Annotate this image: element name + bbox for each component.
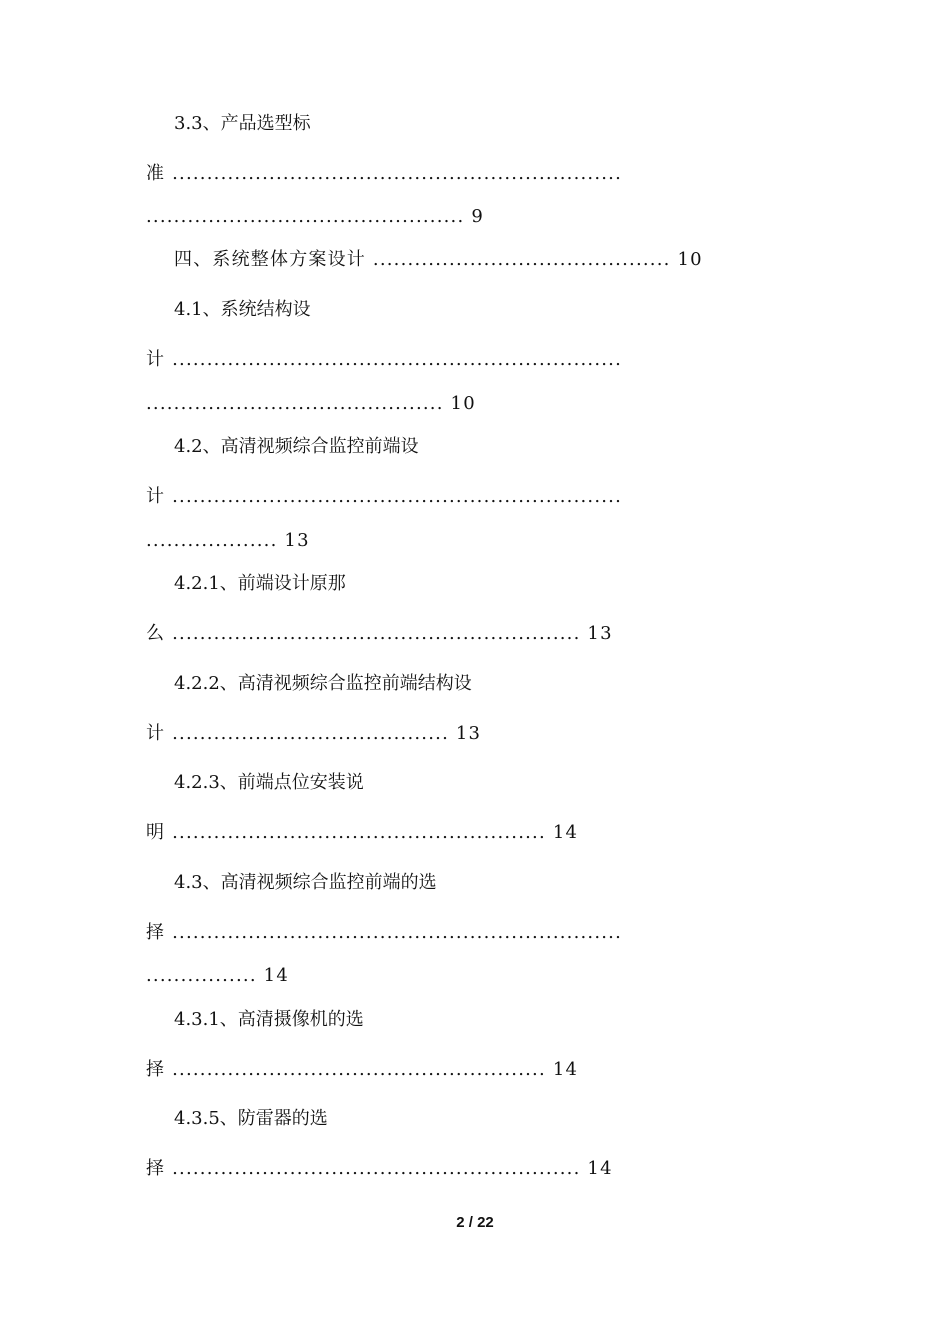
toc-entry-4-3-5-title: 4.3.5、防雷器的选: [174, 1108, 328, 1129]
toc-entry-4-3-5-leader: 择 ........................................................... 14: [146, 1158, 613, 1179]
toc-entry-3-3-title: 3.3、产品选型标: [174, 113, 311, 134]
toc-entry-3-3-leader-1: 准 .................................................................: [146, 163, 623, 184]
toc-entry-3-3-leader-2: .............................................. 9: [146, 206, 484, 227]
toc-entry-4-2-1-leader: 么 ........................................................... 13: [146, 623, 613, 644]
toc-entry-4-3-1-leader: 择 ...................................................... 14: [146, 1059, 579, 1080]
toc-entry-4-3-leader-1: 择 .................................................................: [146, 922, 623, 943]
toc-entry-4-2-2-title: 4.2.2、高清视频综合监控前端结构设: [174, 673, 472, 694]
toc-entry-4-3-1-title: 4.3.1、高清摄像机的选: [174, 1009, 364, 1030]
toc-entry-4-1-leader-2: ........................................... 10: [146, 393, 476, 414]
toc-entry-4-1-title: 4.1、系统结构设: [174, 299, 311, 320]
toc-entry-4: 四、系统整体方案设计 ........................................... 10: [174, 249, 703, 270]
toc-entry-4-1-leader-1: 计 .................................................................: [146, 349, 623, 370]
toc-entry-4-2-1-title: 4.2.1、前端设计原那: [174, 573, 346, 594]
toc-entry-4-2-3-title: 4.2.3、前端点位安装说: [174, 772, 364, 793]
toc-entry-4-2-3-leader: 明 ...................................................... 14: [146, 822, 579, 843]
toc-entry-4-2-title: 4.2、高清视频综合监控前端设: [174, 436, 419, 457]
toc-entry-4-2-leader-2: ................... 13: [146, 530, 310, 551]
toc-entry-4-2-leader-1: 计 .................................................................: [146, 486, 623, 507]
toc-entry-4-2-2-leader: 计 ........................................ 13: [146, 723, 482, 744]
toc-entry-4-3-title: 4.3、高清视频综合监控前端的选: [174, 872, 437, 893]
toc-entry-4-3-leader-2: ................ 14: [146, 965, 289, 986]
page-indicator: 2 / 22: [456, 1214, 494, 1231]
